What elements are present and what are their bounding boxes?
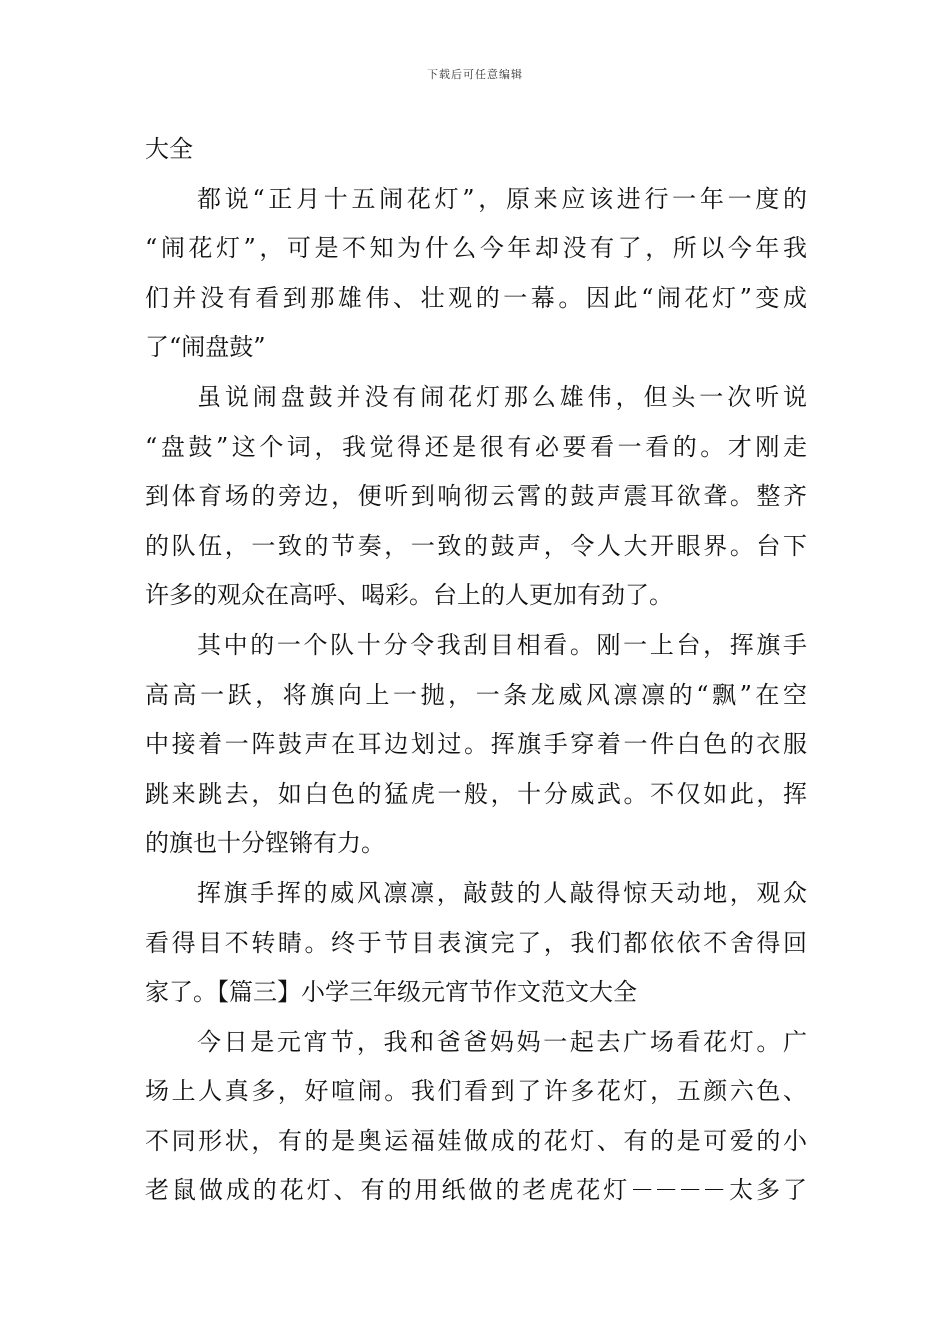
page-header: 下载后可任意编辑: [427, 68, 523, 81]
text-line: 许多的观众在高呼、喝彩。台上的人更加有劲了。: [145, 581, 673, 610]
text-line: “盘鼓”这个词，我觉得还是很有必要看一看的。才刚走: [145, 432, 807, 461]
text-line: 今日是元宵节，我和爸爸妈妈一起去广场看花灯。广: [197, 1027, 807, 1056]
text-line: 不同形状，有的是奥运福娃做成的花灯、有的是可爱的小: [145, 1126, 807, 1155]
text-line: 场上人真多，好喧闹。我们看到了许多花灯，五颜六色、: [145, 1077, 807, 1106]
text-line: 跳来跳去，如白色的猛虎一般，十分威武。不仅如此，挥: [145, 779, 807, 808]
text-line: 中接着一阵鼓声在耳边划过。挥旗手穿着一件白色的衣服: [145, 730, 807, 759]
text-line: 其中的一个队十分令我刮目相看。刚一上台，挥旗手: [197, 630, 807, 659]
text-line: 的队伍，一致的节奏，一致的鼓声，令人大开眼界。台下: [145, 531, 807, 560]
text-line: 老鼠做成的花灯、有的用纸做的老虎花灯－－－－太多了: [145, 1176, 807, 1205]
text-line: 挥旗手挥的威风凛凛，敲鼓的人敲得惊天动地，观众: [197, 878, 807, 907]
document-body: [145, 125, 807, 1216]
text-line: 家了。【篇三】小学三年级元宵节作文范文大全: [145, 978, 637, 1007]
text-line: 到体育场的旁边，便听到响彻云霄的鼓声震耳欲聋。整齐: [145, 482, 807, 511]
text-line: 都说“正月十五闹花灯”，原来应该进行一年一度的: [197, 184, 807, 213]
text-line: “闹花灯”，可是不知为什么今年却没有了，所以今年我: [145, 234, 807, 263]
text-line: 的旗也十分铿锵有力。: [145, 829, 385, 858]
text-line: 高高一跃，将旗向上一抛，一条龙威风凛凛的“飘”在空: [145, 680, 807, 709]
text-line: 看得目不转睛。终于节目表演完了，我们都依依不舍得回: [145, 928, 807, 957]
text-line: 了“闹盘鼓”: [145, 333, 266, 362]
text-line: 们并没有看到那雄伟、壮观的一幕。因此“闹花灯”变成: [145, 283, 807, 312]
text-line: 大全: [145, 135, 193, 163]
text-line: 虽说闹盘鼓并没有闹花灯那么雄伟，但头一次听说: [197, 382, 807, 411]
